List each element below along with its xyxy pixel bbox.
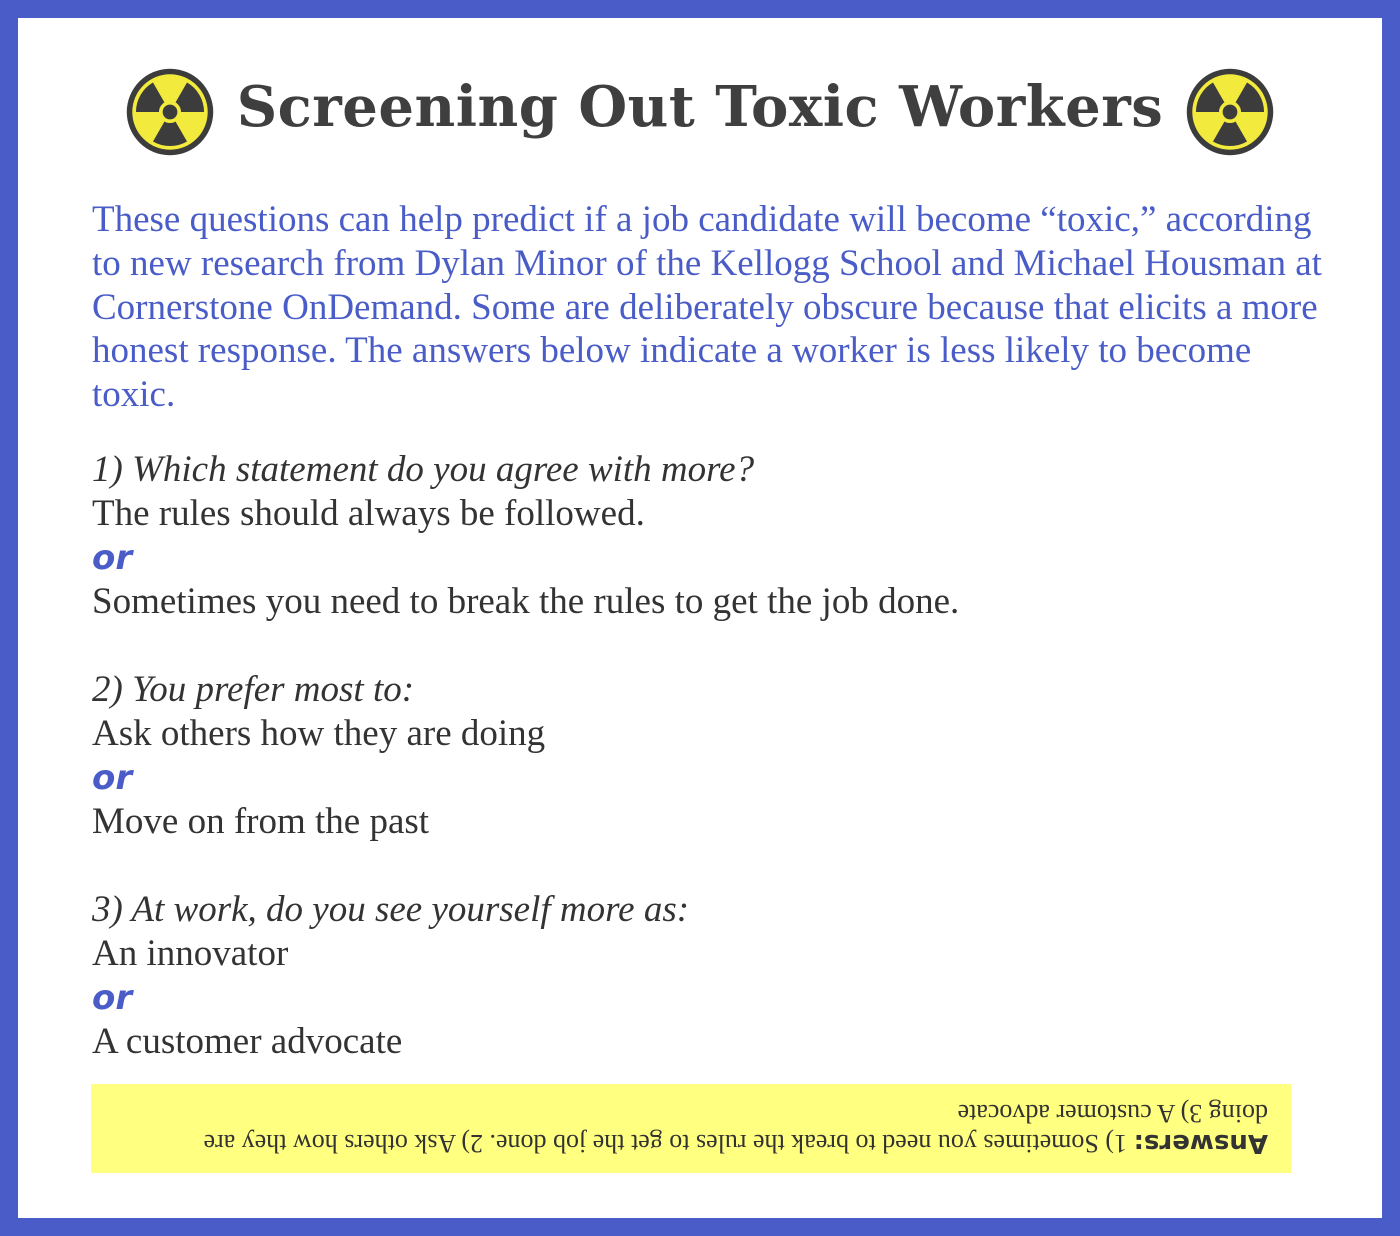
or-separator: or (92, 538, 133, 578)
question-1 (92, 448, 1292, 624)
answers-label: Answers: (1133, 1128, 1268, 1158)
radiation-hazard-icon (1184, 66, 1276, 158)
answers-text: 1) Sometimes you need to break the rules to get the job done. 2) Ask others how they are doing 3) A customer advocate (203, 1099, 1268, 1158)
page-title: Screening Out Toxic Workers (236, 74, 1164, 140)
question-option-b: Sometimes you need to break the rules to get the job done. (92, 581, 960, 622)
question-3 (92, 888, 1292, 1064)
answers-box (91, 1084, 1291, 1173)
question-option-b: Move on from the past (92, 801, 430, 842)
header (18, 66, 1382, 166)
intro-paragraph: These questions can help predict if a job candidate will become “toxic,” according to new research from Dylan Minor of the Kellogg School and Michael Housman at Cornerstone OnDemand. Some are deliberately obscure because that elicits a more honest response. The answers below indicate a worker is less likely to become toxic. (92, 199, 1322, 416)
or-separator: or (92, 758, 133, 798)
or-separator: or (92, 978, 133, 1018)
question-option-a: An innovator (92, 933, 289, 974)
answers-upside-down-text (151, 1098, 1268, 1158)
question-option-b: A customer advocate (92, 1021, 403, 1062)
question-prompt: 2) You prefer most to: (92, 669, 415, 710)
question-2 (92, 668, 1292, 844)
question-list (92, 448, 1292, 1108)
question-option-a: Ask others how they are doing (92, 713, 546, 754)
question-prompt: 1) Which statement do you agree with more? (92, 449, 755, 490)
card (18, 18, 1382, 1218)
question-prompt: 3) At work, do you see yourself more as: (92, 889, 690, 930)
question-option-a: The rules should always be followed. (92, 493, 645, 534)
